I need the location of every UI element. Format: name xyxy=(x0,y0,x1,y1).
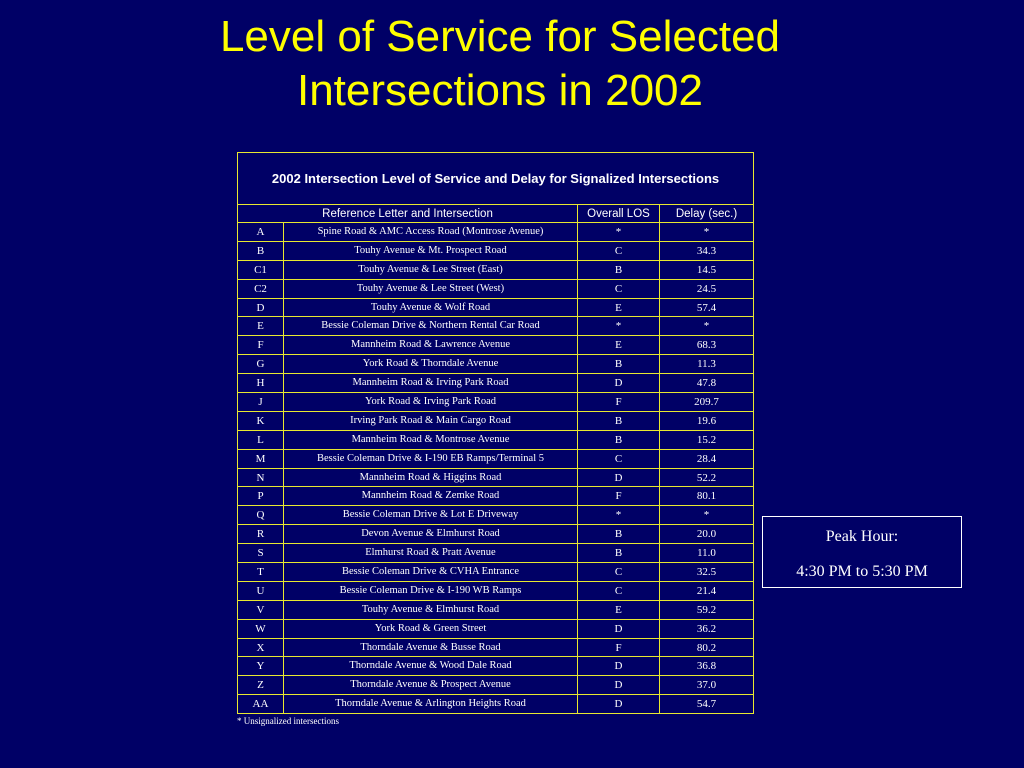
header-overall-los: Overall LOS xyxy=(578,205,660,223)
table-row xyxy=(238,506,754,525)
table-row xyxy=(238,600,754,619)
header-reference-intersection: Reference Letter and Intersection xyxy=(238,205,578,223)
cell-intersection: Touhy Avenue & Lee Street (East) xyxy=(284,260,578,279)
cell-overall-los: C xyxy=(578,581,660,600)
cell-reference-letter: N xyxy=(238,468,284,487)
cell-delay: 209.7 xyxy=(660,393,754,412)
cell-overall-los: * xyxy=(578,317,660,336)
cell-reference-letter: U xyxy=(238,581,284,600)
cell-reference-letter: C2 xyxy=(238,279,284,298)
cell-delay: 68.3 xyxy=(660,336,754,355)
cell-overall-los: * xyxy=(578,223,660,242)
cell-reference-letter: P xyxy=(238,487,284,506)
table-body xyxy=(238,223,754,714)
table-row xyxy=(238,223,754,242)
cell-delay: 20.0 xyxy=(660,525,754,544)
table-row xyxy=(238,279,754,298)
cell-reference-letter: S xyxy=(238,544,284,563)
table-row xyxy=(238,241,754,260)
cell-reference-letter: AA xyxy=(238,695,284,714)
cell-delay: 54.7 xyxy=(660,695,754,714)
table-row xyxy=(238,449,754,468)
table-row xyxy=(238,563,754,582)
cell-delay: 11.3 xyxy=(660,355,754,374)
cell-intersection: Mannheim Road & Zemke Road xyxy=(284,487,578,506)
cell-delay: * xyxy=(660,223,754,242)
cell-delay: 24.5 xyxy=(660,279,754,298)
cell-overall-los: E xyxy=(578,336,660,355)
cell-overall-los: B xyxy=(578,355,660,374)
cell-reference-letter: W xyxy=(238,619,284,638)
cell-delay: 19.6 xyxy=(660,411,754,430)
header-delay: Delay (sec.) xyxy=(660,205,754,223)
cell-intersection: Thorndale Avenue & Arlington Heights Road xyxy=(284,695,578,714)
cell-delay: 34.3 xyxy=(660,241,754,260)
table-row xyxy=(238,393,754,412)
cell-intersection: Irving Park Road & Main Cargo Road xyxy=(284,411,578,430)
cell-intersection: Bessie Coleman Drive & Lot E Driveway xyxy=(284,506,578,525)
cell-overall-los: B xyxy=(578,525,660,544)
cell-delay: 15.2 xyxy=(660,430,754,449)
table-row xyxy=(238,487,754,506)
cell-reference-letter: M xyxy=(238,449,284,468)
table-row xyxy=(238,544,754,563)
cell-overall-los: C xyxy=(578,241,660,260)
cell-delay: * xyxy=(660,317,754,336)
cell-intersection: Mannheim Road & Montrose Avenue xyxy=(284,430,578,449)
table-row xyxy=(238,468,754,487)
cell-intersection: York Road & Green Street xyxy=(284,619,578,638)
cell-delay: * xyxy=(660,506,754,525)
cell-overall-los: B xyxy=(578,260,660,279)
cell-delay: 47.8 xyxy=(660,374,754,393)
cell-reference-letter: R xyxy=(238,525,284,544)
cell-reference-letter: Q xyxy=(238,506,284,525)
cell-delay: 11.0 xyxy=(660,544,754,563)
cell-delay: 57.4 xyxy=(660,298,754,317)
cell-reference-letter: A xyxy=(238,223,284,242)
cell-overall-los: D xyxy=(578,619,660,638)
cell-intersection: Touhy Avenue & Elmhurst Road xyxy=(284,600,578,619)
cell-reference-letter: B xyxy=(238,241,284,260)
cell-intersection: Touhy Avenue & Mt. Prospect Road xyxy=(284,241,578,260)
cell-delay: 52.2 xyxy=(660,468,754,487)
cell-delay: 80.1 xyxy=(660,487,754,506)
cell-reference-letter: L xyxy=(238,430,284,449)
slide-title xyxy=(0,10,1000,118)
table-footnote: * Unsignalized intersections xyxy=(237,716,339,726)
cell-reference-letter: T xyxy=(238,563,284,582)
cell-delay: 32.5 xyxy=(660,563,754,582)
peak-hour-range: 4:30 PM to 5:30 PM xyxy=(796,563,928,580)
cell-reference-letter: Z xyxy=(238,676,284,695)
cell-delay: 14.5 xyxy=(660,260,754,279)
cell-delay: 37.0 xyxy=(660,676,754,695)
cell-intersection: York Road & Thorndale Avenue xyxy=(284,355,578,374)
cell-overall-los: * xyxy=(578,506,660,525)
table-row xyxy=(238,676,754,695)
cell-reference-letter: E xyxy=(238,317,284,336)
cell-intersection: Bessie Coleman Drive & I-190 WB Ramps xyxy=(284,581,578,600)
cell-reference-letter: Y xyxy=(238,657,284,676)
cell-intersection: Elmhurst Road & Pratt Avenue xyxy=(284,544,578,563)
cell-delay: 59.2 xyxy=(660,600,754,619)
cell-overall-los: D xyxy=(578,657,660,676)
table-row xyxy=(238,260,754,279)
cell-overall-los: E xyxy=(578,600,660,619)
cell-intersection: Spine Road & AMC Access Road (Montrose Avenue) xyxy=(284,223,578,242)
title-line-1: Level of Service for Selected xyxy=(219,12,781,61)
cell-reference-letter: K xyxy=(238,411,284,430)
cell-delay: 28.4 xyxy=(660,449,754,468)
cell-overall-los: D xyxy=(578,374,660,393)
cell-intersection: Devon Avenue & Elmhurst Road xyxy=(284,525,578,544)
cell-delay: 36.2 xyxy=(660,619,754,638)
peak-hour-label: Peak Hour: xyxy=(825,528,899,545)
cell-intersection: Thorndale Avenue & Busse Road xyxy=(284,638,578,657)
cell-intersection: Thorndale Avenue & Prospect Avenue xyxy=(284,676,578,695)
cell-reference-letter: C1 xyxy=(238,260,284,279)
cell-intersection: Mannheim Road & Irving Park Road xyxy=(284,374,578,393)
cell-overall-los: C xyxy=(578,563,660,582)
cell-overall-los: F xyxy=(578,393,660,412)
table-row xyxy=(238,638,754,657)
cell-intersection: Bessie Coleman Drive & CVHA Entrance xyxy=(284,563,578,582)
cell-reference-letter: F xyxy=(238,336,284,355)
table-row xyxy=(238,374,754,393)
cell-delay: 36.8 xyxy=(660,657,754,676)
table-row xyxy=(238,525,754,544)
table-row xyxy=(238,336,754,355)
cell-overall-los: B xyxy=(578,544,660,563)
cell-overall-los: D xyxy=(578,468,660,487)
table-row xyxy=(238,581,754,600)
cell-intersection: Touhy Avenue & Wolf Road xyxy=(284,298,578,317)
table-row xyxy=(238,355,754,374)
table-row xyxy=(238,298,754,317)
table-row xyxy=(238,657,754,676)
cell-reference-letter: H xyxy=(238,374,284,393)
cell-reference-letter: X xyxy=(238,638,284,657)
cell-overall-los: E xyxy=(578,298,660,317)
cell-intersection: Mannheim Road & Lawrence Avenue xyxy=(284,336,578,355)
cell-intersection: Bessie Coleman Drive & I-190 EB Ramps/Terminal 5 xyxy=(284,449,578,468)
cell-delay: 80.2 xyxy=(660,638,754,657)
peak-hour-box xyxy=(762,516,962,588)
cell-overall-los: B xyxy=(578,411,660,430)
cell-reference-letter: J xyxy=(238,393,284,412)
cell-overall-los: F xyxy=(578,487,660,506)
cell-overall-los: B xyxy=(578,430,660,449)
cell-overall-los: C xyxy=(578,449,660,468)
cell-intersection: Touhy Avenue & Lee Street (West) xyxy=(284,279,578,298)
table-row xyxy=(238,695,754,714)
cell-reference-letter: D xyxy=(238,298,284,317)
cell-intersection: Thorndale Avenue & Wood Dale Road xyxy=(284,657,578,676)
cell-intersection: York Road & Irving Park Road xyxy=(284,393,578,412)
cell-intersection: Bessie Coleman Drive & Northern Rental Car Road xyxy=(284,317,578,336)
cell-reference-letter: G xyxy=(238,355,284,374)
table-caption: 2002 Intersection Level of Service and Delay for Signalized Intersections xyxy=(238,153,754,205)
los-delay-table xyxy=(237,152,754,714)
table-row xyxy=(238,619,754,638)
cell-overall-los: F xyxy=(578,638,660,657)
cell-intersection: Mannheim Road & Higgins Road xyxy=(284,468,578,487)
title-line-2: Intersections in 2002 xyxy=(296,66,704,115)
table-row xyxy=(238,411,754,430)
cell-overall-los: C xyxy=(578,279,660,298)
cell-reference-letter: V xyxy=(238,600,284,619)
cell-overall-los: D xyxy=(578,676,660,695)
cell-overall-los: D xyxy=(578,695,660,714)
table-row xyxy=(238,430,754,449)
cell-delay: 21.4 xyxy=(660,581,754,600)
table-row xyxy=(238,317,754,336)
